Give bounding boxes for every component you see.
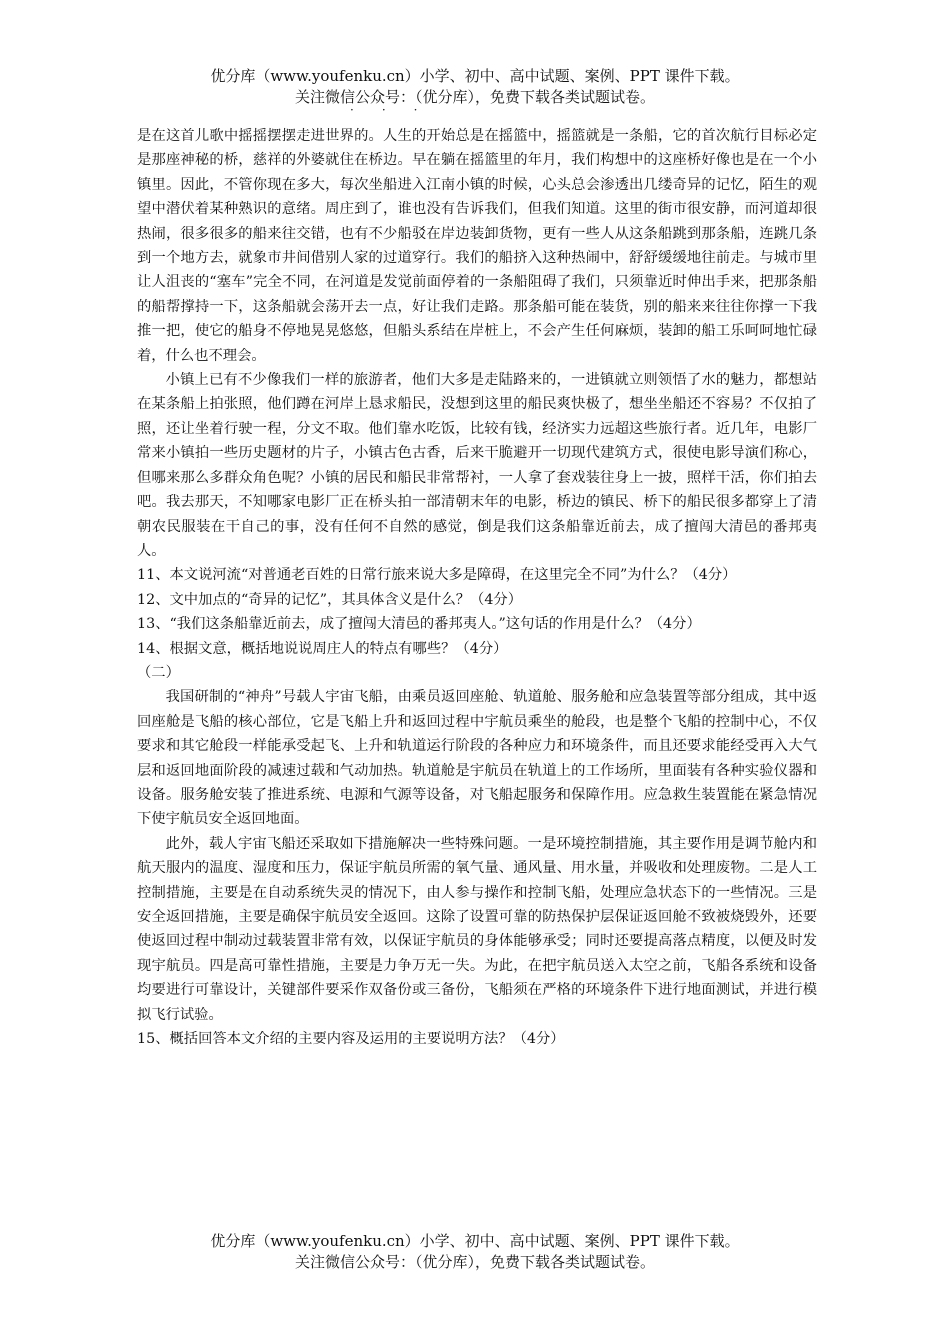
header-line-1: 优分库（www.youfenku.cn）小学、初中、高中试题、案例、PPT 课件下载。: [210, 67, 740, 85]
footer-line-1: 优分库（www.youfenku.cn）小学、初中、高中试题、案例、PPT 课件下载。: [210, 1232, 740, 1250]
section-2-title: （二）: [137, 664, 180, 681]
passage2-paragraph-1: 我国研制的“神舟”号载人宇宙飞船，由乘员返回座舱、轨道舱、服务舱和应急装置等部分组成，其中返回座舱是飞船的核心部位，它是飞船上升和返回过程中宇航员乘坐的舱段，也是整个飞船的控制中心，不仅要求和其它舱段一样能承受起飞、上升和轨道运行阶段的各种应力和环境条件，而且还要求能经受再入大气层和返回地面阶段的减速过载和气动加热。轨道舱是宇航员在轨道上的工作场所，里面装有各种实验仪器和设备。服务舱安装了推进系统、电源和气源等设备，对飞船起服务和保障作用。应急救生装置能在紧急情况下使宇航员安全返回地面。: [137, 689, 817, 828]
question-15: 15、概括回答本文介绍的主要内容及运用的主要说明方法？（4分）: [137, 1031, 565, 1048]
passage1-paragraph-2: 小镇上已有不少像我们一样的旅游者，他们大多是走陆路来的，一进镇就立则领悟了水的魅力，都想站在某条船上拍张照，他们蹲在河岸上恳求船民，没想到这里的船民爽快极了，想坐坐船还不容易？不仅拍了照，还让坐着行驶一程，分文不取。他们靠水吃饭，比较有钱，经济实力远超这些旅行者。近几年，电影厂常来小镇拍一些历史题材的片子，小镇古色古香，后来干脆避开一切现代建筑方式，很使电影导演们称心，但哪来那么多群众角色呢？小镇的居民和船民非常帮衬，一人拿了套戏装往身上一披，照样干活，你们拍去吧。我去那天，不知哪家电影厂正在桥头拍一部清朝末年的电影，桥边的镇民、桥下的船民很多都穿上了清朝农民服装在干自己的事，没有任何不自然的感觉，倒是我们这条船靠近前去，成了擅闯大清邑的番邦夷人。: [137, 372, 817, 559]
emphasis-dots: ···: [350, 103, 446, 117]
header-line-2: 关注微信公众号：（优分库），免费下载各类试题试卷。: [294, 88, 655, 106]
footer-line-2: 关注微信公众号：（优分库），免费下载各类试题试卷。: [294, 1253, 655, 1271]
page-header: [0, 66, 950, 108]
question-14: 14、根据文意，概括地说说周庄人的特点有哪些？（4分）: [137, 640, 508, 657]
document-body: [137, 124, 817, 1051]
question-13: 13、“我们这条船靠近前去，成了擅闯大清邑的番邦夷人。”这句话的作用是什么？（4分）: [137, 616, 701, 633]
page-footer: [0, 1231, 950, 1273]
question-11: 11、本文说河流“对普通老百姓的日常行旅来说大多是障碍，在这里完全不同”为什么？（4分）: [137, 567, 737, 584]
question-12: 12、文中加点的“奇异的记忆”，其具体含义是什么？（4分）: [137, 591, 523, 608]
passage2-paragraph-2: 此外，载人宇宙飞船还采取如下措施解决一些特殊问题。一是环境控制措施，其主要作用是调节舱内和航天服内的温度、湿度和压力，保证宇航员所需的氧气量、通风量、用水量，并吸收和处理废物。二是人工控制措施，主要是在自动系统失灵的情况下，由人参与操作和控制飞船，处理应急状态下的一些情况。三是安全返回措施，主要是确保宇航员安全返回。这除了设置可靠的防热保护层保证返回舱不致被烧毁外，还要使返回过程中制动过载装置非常有效，以保证宇航员的身体能够承受；同时还要提高落点精度，以便及时发现宇航员。四是高可靠性措施，主要是力争万无一失。为此，在把宇航员送入太空之前，飞船各系统和设备均要进行可靠设计，关键部件要采作双备份或三备份，飞船须在严格的环境条件下进行地面测试，并进行模拟飞行试验。: [137, 835, 817, 1023]
passage1-paragraph-1: 是在这首儿歌中摇摇摆摆走进世界的。人生的开始总是在摇篮中，摇篮就是一条船，它的首次航行目标必定是那座神秘的桥，慈祥的外婆就住在桥边。早在躺在摇篮里的年月，我们构想中的这座桥好像也是在一个小镇里。因此，不管你现在多大，每次坐船进入江南小镇的时候，心头总会渗透出几缕奇异的记忆，陌生的观望中潜伏着某种熟识的意绪。周庄到了，谁也没有告诉我们，但我们知道。这里的街市很安静，而河道却很热闹，很多很多的船来往交错，也有不少船驳在岸边装卸货物，更有一些人从这条船跳到那条船，连跳几条到一个地方去，就象市井间借别人家的过道穿行。我们的船挤入这种热闹中，舒舒缓缓地往前走。与城市里让人沮丧的“塞车”完全不同，在河道是发觉前面停着的一条船阻碍了我们，只须靠近时伸出手来，把那条船的船帮撑持一下，这条船就会荡开去一点，好让我们走路。那条船可能在装货，别的船来来往往你撑一下我推一把，使它的船身不停地晃晃悠悠，但船头系结在岸桩上，不会产生任何麻烦，装卸的船工乐呵呵地忙碌着，什么也不理会。: [137, 128, 817, 364]
